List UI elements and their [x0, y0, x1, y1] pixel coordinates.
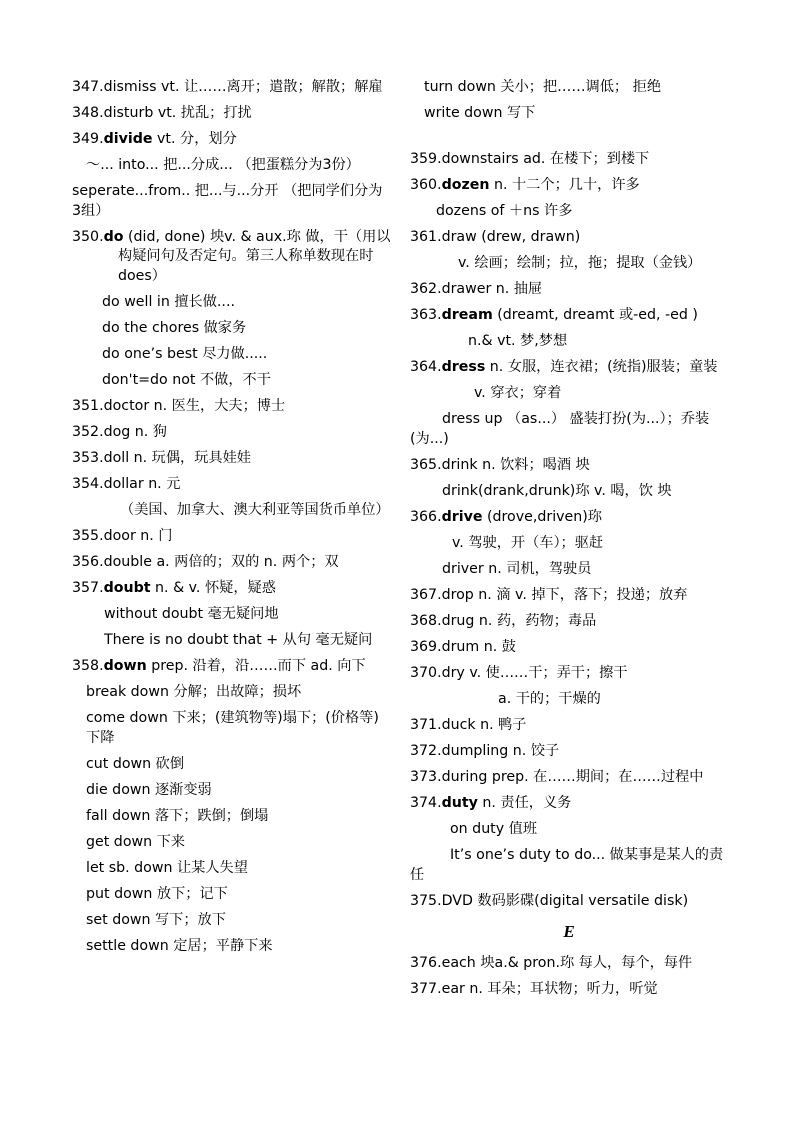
entry-373: 373.during prep. 在……期间；在……过程中 [410, 769, 704, 785]
entry-372: 372.dumpling n. 饺子 [410, 743, 560, 759]
entry-definition: (drove,driven)珎 [482, 509, 602, 525]
entry-number: 350. [72, 229, 104, 245]
phrase: don't=do not 不做，不干 [102, 372, 271, 388]
phrase: do one’s best 尽力做..... [102, 346, 268, 362]
entry-definition: (dreamt, dreamt 或-ed, -ed ) [492, 307, 698, 323]
phrase: ～... into... 把...分成... （把蛋糕分为3份） [86, 157, 360, 173]
entry-349 [72, 126, 390, 152]
entry-number: 363. [410, 307, 442, 323]
entry-357 [72, 575, 390, 601]
phrase: It’s one’s duty to do... 做某事是某人的责任 [410, 847, 724, 883]
entry-definition: n. & v. 怀疑，疑惑 [150, 580, 276, 596]
headword: down [103, 658, 147, 674]
entry-354: 354.dollar n. 元 [72, 476, 181, 492]
phrase: turn down 关小；把……调低； 拒绝 [424, 79, 662, 95]
headword: duty [441, 795, 478, 811]
entry-351: 351.doctor n. 医生，大夫；博士 [72, 398, 286, 414]
entry-354-note: （美国、加拿大、澳大利亚等国货币单位） [120, 502, 390, 518]
right-column [410, 74, 728, 1002]
entry-375: 375.DVD 数码影碟(digital versatile disk) [410, 893, 689, 909]
phrase: fall down 落下；跌倒；倒塌 [86, 808, 269, 824]
spacer [410, 126, 728, 146]
phrase: set down 写下；放下 [86, 912, 226, 928]
phrase: dress up （as...） 盛装打扮(为...）；乔装(为...) [410, 411, 710, 447]
entry-347: 347.dismiss vt. 让……离开；遣散；解散；解雇 [72, 79, 383, 95]
entry-377: 377.ear n. 耳朵；耳状物；听力，听觉 [410, 981, 658, 997]
entry-352: 352.dog n. 狗 [72, 424, 167, 440]
phrase: get down 下来 [86, 834, 185, 850]
phrase: without doubt 毫无疑问地 [104, 606, 279, 622]
entry-363-definition: n.& vt. 梦,梦想 [468, 333, 568, 349]
entry-348: 348.disturb vt. 扰乱；打扰 [72, 105, 252, 121]
entry-353: 353.doll n. 玩偶，玩具娃娃 [72, 450, 251, 466]
entry-definition: n. 女服，连衣裙；(统指)服装；童装 [485, 359, 718, 375]
entry-363 [410, 302, 728, 328]
entry-362: 362.drawer n. 抽屉 [410, 281, 543, 297]
entry-370-adjective: a. 干的；干燥的 [498, 691, 601, 707]
entry-361: 361.draw (drew, drawn) [410, 229, 581, 245]
entry-369: 369.drum n. 鼓 [410, 639, 516, 655]
phrase: do well in 擅长做.... [102, 294, 235, 310]
section-heading-e: E [563, 922, 575, 941]
phrase: on duty 值班 [450, 821, 538, 837]
phrase: come down 下来；(建筑物等)塌下；(价格等)下降 [86, 710, 379, 746]
entry-368: 368.drug n. 药，药物；毒品 [410, 613, 597, 629]
entry-number: 349. [72, 131, 104, 147]
entry-definition: vt. 分，划分 [152, 131, 237, 147]
entry-definition: n. 责任，义务 [477, 795, 572, 811]
headword: dress [441, 359, 486, 375]
entry-number: 357. [72, 580, 104, 596]
entry-number: 364. [410, 359, 442, 375]
headword: drive [441, 509, 483, 525]
entry-350-continued: 构疑问句及否定句。第三人称单数现在时 does） [118, 248, 374, 284]
left-column [72, 74, 390, 959]
entry-358 [72, 656, 390, 676]
phrase: die down 逐渐变弱 [86, 782, 212, 798]
entry-number: 358. [72, 658, 104, 674]
entry-number: 374. [410, 795, 442, 811]
phrase: dozens of ＋ns 许多 [436, 203, 573, 219]
phrase: do the chores 做家务 [102, 320, 247, 336]
entry-374 [410, 790, 728, 816]
entry-364 [410, 357, 728, 377]
entry-367: 367.drop n. 滴 v. 掉下，落下；投递；放弃 [410, 587, 688, 603]
phrase: cut down 砍倒 [86, 756, 185, 772]
headword: dozen [441, 177, 490, 193]
phrase: write down 写下 [424, 105, 536, 121]
entry-371: 371.duck n. 鸭子 [410, 717, 527, 733]
phrase: settle down 定居；平静下来 [86, 938, 273, 954]
entry-366 [410, 504, 728, 530]
headword: divide [103, 131, 153, 147]
entry-number: 360. [410, 177, 442, 193]
entry-definition: prep. 沿着，沿……而下 ad. 向下 [146, 658, 366, 674]
entry-370: 370.dry v. 使……干；弄干；擦干 [410, 665, 628, 681]
headword: do [103, 229, 124, 245]
phrase: break down 分解；出故障；损坏 [86, 684, 302, 700]
entry-356: 356.double a. 两倍的；双的 n. 两个；双 [72, 554, 339, 570]
entry-number: 366. [410, 509, 442, 525]
phrase: There is no doubt that + 从句 毫无疑问 [104, 632, 373, 648]
entry-definition: (did, done) 坱v. & aux.珎 做，干（用以 [123, 229, 391, 245]
phrase: drink(drank,drunk)珎 v. 喝，饮 坱 [442, 483, 672, 499]
phrase: let sb. down 让某人失望 [86, 860, 248, 876]
phrase: driver n. 司机，驾驶员 [442, 561, 592, 577]
entry-355: 355.door n. 门 [72, 528, 173, 544]
entry-364-verb: v. 穿衣；穿着 [474, 385, 562, 401]
entry-376: 376.each 坱a.& pron.珎 每人，每个，每件 [410, 955, 693, 971]
entry-definition: n. 十二个；几十，许多 [489, 177, 640, 193]
entry-366-definition: v. 驾驶，开（车）；驱赶 [452, 535, 604, 551]
headword: doubt [103, 580, 151, 596]
entry-361-definition: v. 绘画；绘制；拉，拖；提取（金钱） [458, 255, 702, 271]
headword: dream [441, 307, 493, 323]
phrase: put down 放下；记下 [86, 886, 228, 902]
entry-360 [410, 172, 728, 198]
entry-365: 365.drink n. 饮料；喝酒 坱 [410, 457, 590, 473]
entry-359: 359.downstairs ad. 在楼下；到楼下 [410, 151, 650, 167]
phrase: seperate...from.. 把...与...分开 （把同学们分为3组） [72, 183, 383, 219]
